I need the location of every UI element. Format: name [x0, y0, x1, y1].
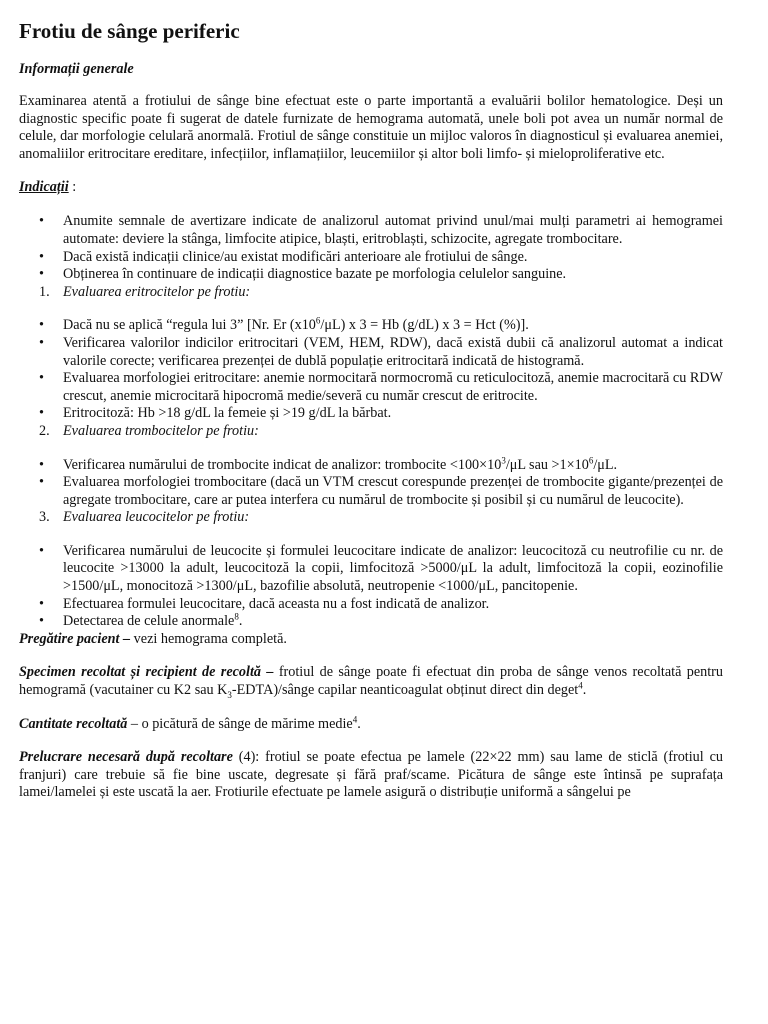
- section-2-list: [19, 454, 723, 510]
- specimen-paragraph: Specimen recoltat și recipient de recoltă – frotiul de sânge poate fi efectuat din proba de sânge venos recoltată pentru hemogramă (vacutainer cu K2 sau $K_3-EDTA$)/sânge capilar neanticoagulat obținut direct din deget$^4$.: [19, 664, 723, 700]
- indications-heading: [19, 179, 723, 196]
- section-title: Evaluarea leucocitelor pe frotiu:: [63, 509, 250, 526]
- bullet-icon: •: [39, 474, 44, 491]
- section-1-heading: [19, 284, 723, 302]
- processing-paragraph: Prelucrare necesară după recoltare (4): frotiul se poate efectua pe lamele (22×22 mm) sau lame de sticlă (frotiul cu franjuri) care trebuie să fie bine uscate, degresate și fără praf/scame. Picătura de sânge este întinsă pe suprafața lamei/lamelei și este uscată la aer. Frotiurile efectuate pe lamele asigură o distribuție uniformă a sângelui pe: [19, 749, 723, 801]
- patient-prep-label: Pregătire pacient –: [19, 630, 131, 647]
- section-2-heading: [19, 423, 723, 441]
- bullet-icon: •: [39, 595, 44, 612]
- list-item: • Anumite semnale de avertizare indicate de analizorul automat privind unul/mai mulți parametri ai hemogramei automate: deviere la stânga, limfocite atipice, blaști, eritroblaști, schizocite, agregate trombocitare.: [39, 213, 723, 247]
- bullet-icon: •: [39, 317, 44, 334]
- section-number: 1.: [39, 283, 50, 300]
- bullet-icon: •: [39, 213, 44, 230]
- indications-suffix: :: [68, 179, 77, 196]
- list-item: • Dacă nu se aplică “regula lui 3” [Nr. Er $(x10^6/\mu L)$ x 3 = Hb (g/dL) x 3 = Hct (%)].: [39, 315, 529, 334]
- section-title: Evaluarea eritrocitelor pe frotiu:: [63, 283, 251, 300]
- list-item: • Eritrocitoză: Hb >18 g/dL la femeie și >19 g/dL la bărbat.: [39, 405, 392, 422]
- processing-label: Prelucrare necesară după recoltare: [19, 749, 233, 766]
- patient-prep-paragraph: Pregătire pacient – vezi hemograma completă.: [19, 630, 287, 647]
- bullet-icon: •: [39, 334, 44, 351]
- section-3-heading: [19, 509, 723, 527]
- section-number: 3.: [39, 509, 50, 526]
- list-item: • Verificarea numărului de trombocite indicat de analizor: trombocite $<100\times 10^3/\mu L$ sau $>1\times 10^6/\mu L$.: [39, 454, 618, 473]
- section-title: Evaluarea trombocitelor pe frotiu:: [63, 422, 259, 439]
- specimen-label: Specimen recoltat și recipient de recoltă –: [19, 664, 274, 681]
- page-title: Frotiu de sânge periferic: [19, 19, 240, 43]
- bullet-icon: •: [39, 405, 44, 422]
- bullet-icon: •: [39, 613, 44, 630]
- list-item: • Evaluarea morfologiei trombocitare (dacă un VTM crescut corespunde prezenței de trombocite gigante/prezenței de agregate trombocitare, care ar putea interfera cu numărul de trombocite și posibil și cu numărul de leucocite).: [39, 474, 723, 508]
- bullet-icon: •: [39, 370, 44, 387]
- section-3-list: [19, 543, 723, 631]
- bullet-icon: •: [39, 248, 44, 265]
- list-item: • Verificarea valorilor indicilor eritrocitari (VEM, HEM, RDW), dacă există dubii că analizorul automat a indicat valorile corecte; verificarea prezenței de dublă populație eritrocitară indicată de histogramă.: [39, 334, 723, 369]
- indications-list: [19, 213, 723, 283]
- list-item: • Obținerea în continuare de indicații diagnostice bazate pe morfologia celulelor sanguine.: [39, 266, 567, 283]
- section-number: 2.: [39, 422, 50, 439]
- bullet-icon: •: [39, 266, 44, 283]
- list-item: • Verificarea numărului de leucocite și formulei leucocitare indicate de analizor: leucocitoză cu neutrofilie cu nr. de leucocite >13000 la adult, leucocitoză la copii, limfocitoză >5000/μL la adult, limfocitoză la copii, eozinofilie >1500/μL, monocitoză >1300/μL, bazofilie absolută, neutropenie <1000/μL, pancitopenie.: [39, 542, 723, 595]
- quantity-paragraph: Cantitate recoltată – o picătură de sânge de mărime medie$^4$.: [19, 713, 361, 732]
- indications-label: Indicații: [19, 179, 69, 196]
- bullet-icon: •: [39, 456, 44, 473]
- general-info-heading: Informații generale: [19, 61, 134, 77]
- list-item: • Efectuarea formulei leucocitare, dacă aceasta nu a fost indicată de analizor.: [39, 595, 490, 612]
- list-item: • Evaluarea morfologiei eritrocitare: anemie normocitară normocromă cu reticulocitoză, anemie macrocitară cu RDW crescut, anemie microcitară hipocromă medie/severă cu număr crescut de eritrocite.: [39, 370, 723, 404]
- list-item: • Dacă există indicații clinice/au existat modificări anterioare ale frotiului de sânge.: [39, 248, 528, 265]
- bullet-icon: •: [39, 542, 44, 559]
- general-info-paragraph: Examinarea atentă a frotiului de sânge bine efectuat este o parte importantă a evaluării bolilor hematologice. Deși un diagnostic specific poate fi sugerat de datele furnizate de hemograma automată, unele boli pot avea un număr normal de celule, dar morfologie celulară anormală. Frotiul de sânge constituie un mijloc valoros în diagnosticul și evaluarea anemiei, anomaliilor eritrocitare ereditare, infecțiilor, inflamațiilor, leucemiilor și altor boli limfo- și mieloproliferative etc.: [19, 93, 723, 162]
- quantity-label: Cantitate recoltată: [19, 715, 128, 732]
- list-item: • Detectarea de celule anormale$^8$.: [39, 611, 243, 630]
- section-1-list: [19, 317, 723, 423]
